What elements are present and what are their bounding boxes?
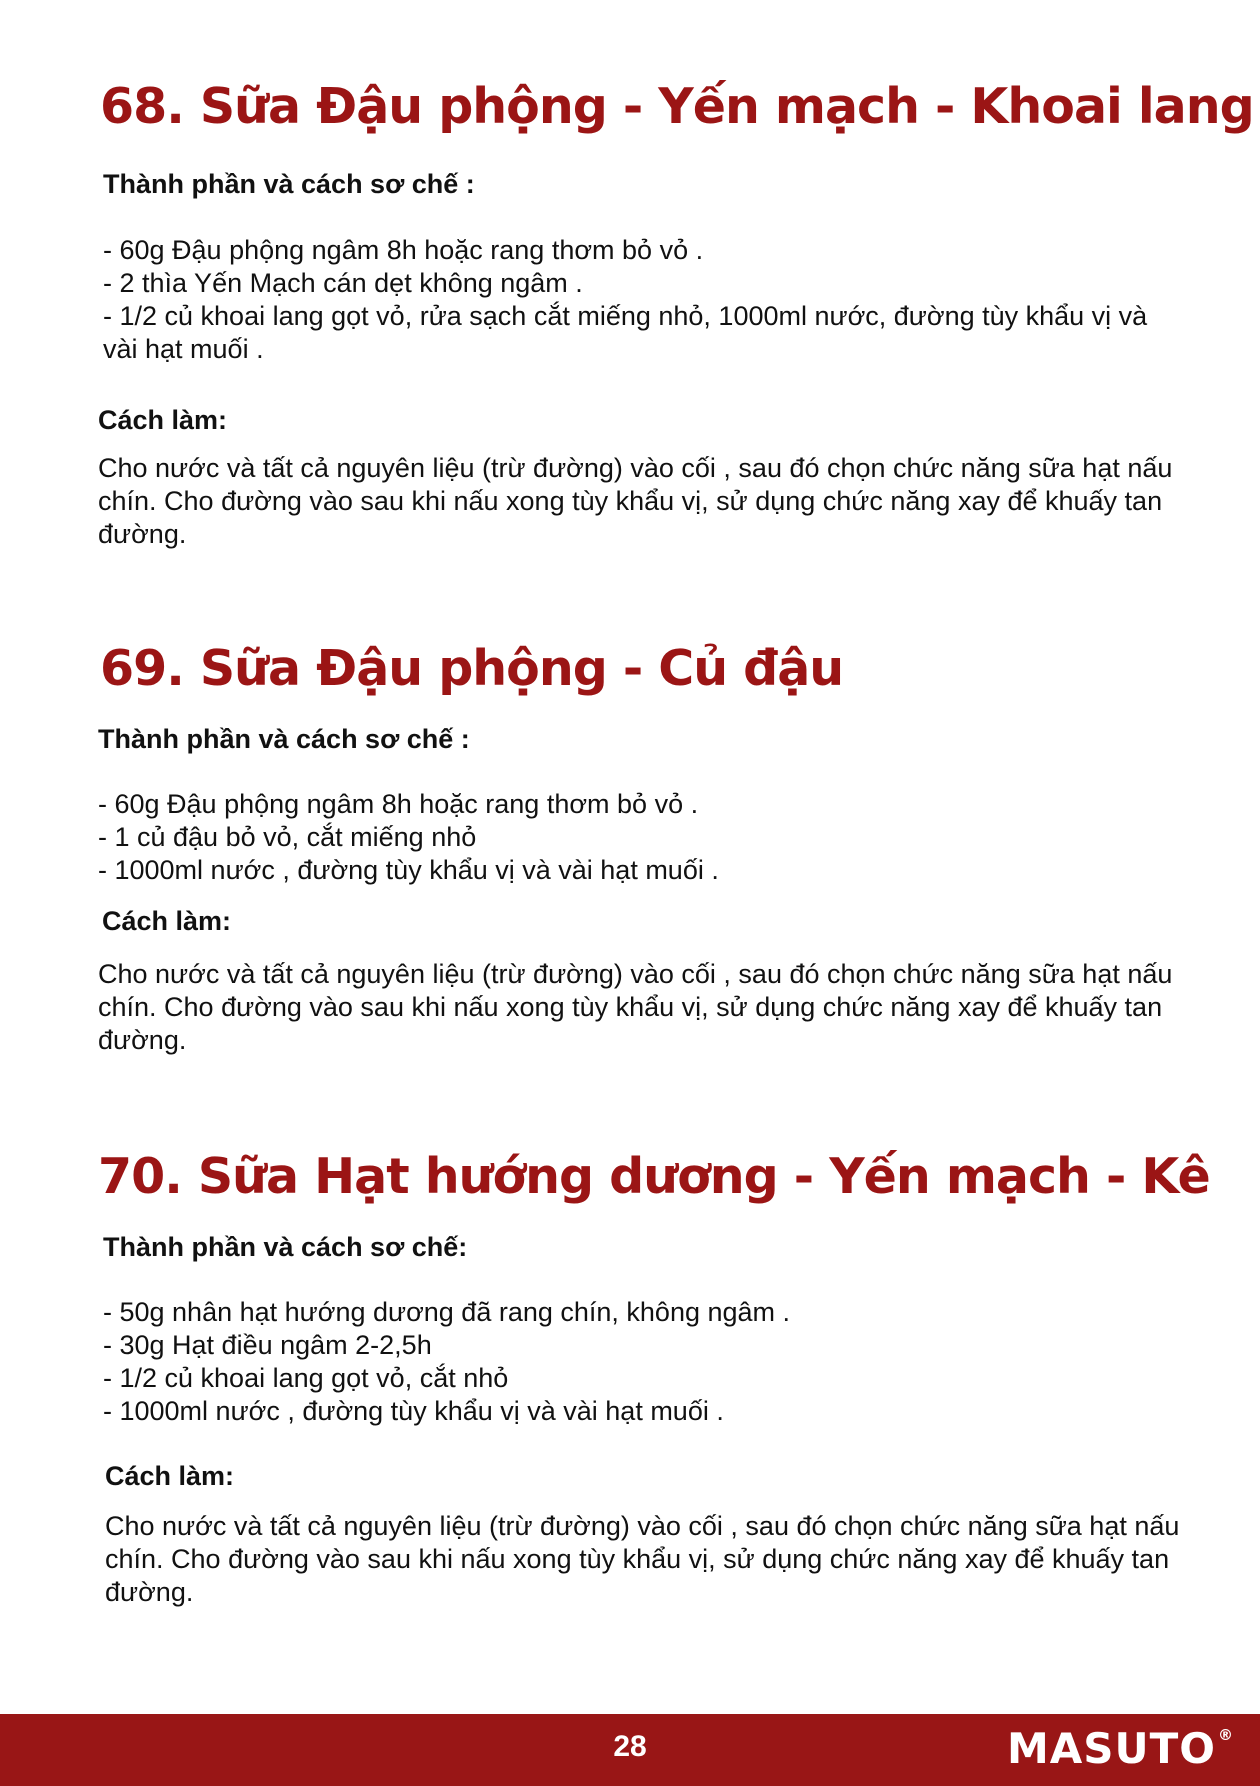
- method-text: Cho nước và tất cả nguyên liệu (trừ đường) vào cối , sau đó chọn chức năng sữa hạt nấu chín. Cho đường vào sau khi nấu xong tùy khẩu vị, sử dụng chức năng xay để khuấy tan đường.: [98, 959, 1173, 1055]
- recipe-title: 69. Sữa Đậu phộng - Củ đậu: [100, 640, 844, 697]
- ingredients-list: [103, 1296, 1183, 1428]
- page-number: 28: [613, 1730, 647, 1763]
- ingredients-heading: Thành phần và cách sơ chế:: [103, 1232, 468, 1262]
- ingredient-item: - 60g Đậu phộng ngâm 8h hoặc rang thơm bỏ vỏ .: [103, 235, 704, 265]
- method-heading: Cách làm:: [105, 1461, 235, 1491]
- recipe-title: 70. Sữa Hạt hướng dương - Yến mạch - Kê: [98, 1148, 1210, 1205]
- method-text: Cho nước và tất cả nguyên liệu (trừ đường) vào cối , sau đó chọn chức năng sữa hạt nấu chín. Cho đường vào sau khi nấu xong tùy khẩu vị, sử dụng chức năng xay để khuấy tan đường.: [105, 1511, 1180, 1607]
- method-text: Cho nước và tất cả nguyên liệu (trừ đường) vào cối , sau đó chọn chức năng sữa hạt nấu chín. Cho đường vào sau khi nấu xong tùy khẩu vị, sử dụng chức năng xay để khuấy tan đường.: [98, 453, 1173, 549]
- registered-mark: ®: [1218, 1726, 1234, 1744]
- ingredient-item: - 2 thìa Yến Mạch cán dẹt không ngâm .: [103, 268, 583, 298]
- ingredients-list: [98, 788, 1178, 887]
- ingredient-item: - 1000ml nước , đường tùy khẩu vị và vài hạt muối .: [103, 1396, 724, 1426]
- ingredient-item: - 30g Hạt điều ngâm 2-2,5h: [103, 1330, 432, 1360]
- ingredient-item: - 50g nhân hạt hướng dương đã rang chín, không ngâm .: [103, 1297, 791, 1327]
- method-heading: Cách làm:: [98, 405, 228, 435]
- brand-logo: [1006, 1724, 1234, 1773]
- ingredient-item: - 1 củ đậu bỏ vỏ, cắt miếng nhỏ: [98, 822, 477, 852]
- footer-bar: [0, 1714, 1260, 1786]
- recipe-title: 68. Sữa Đậu phộng - Yến mạch - Khoai lang: [100, 78, 1254, 135]
- ingredients-list: [103, 234, 1183, 366]
- method-heading: Cách làm:: [102, 906, 232, 936]
- brand-name: MASUTO: [1006, 1724, 1216, 1773]
- ingredient-item: - 1/2 củ khoai lang gọt vỏ, rửa sạch cắt miếng nhỏ, 1000ml nước, đường tùy khẩu vị và vài hạt muối .: [103, 301, 1148, 364]
- ingredient-item: - 60g Đậu phộng ngâm 8h hoặc rang thơm bỏ vỏ .: [98, 789, 699, 819]
- ingredient-item: - 1000ml nước , đường tùy khẩu vị và vài hạt muối .: [98, 855, 719, 885]
- ingredients-heading: Thành phần và cách sơ chế :: [98, 724, 470, 754]
- ingredients-heading: Thành phần và cách sơ chế :: [103, 169, 475, 199]
- ingredient-item: - 1/2 củ khoai lang gọt vỏ, cắt nhỏ: [103, 1363, 509, 1393]
